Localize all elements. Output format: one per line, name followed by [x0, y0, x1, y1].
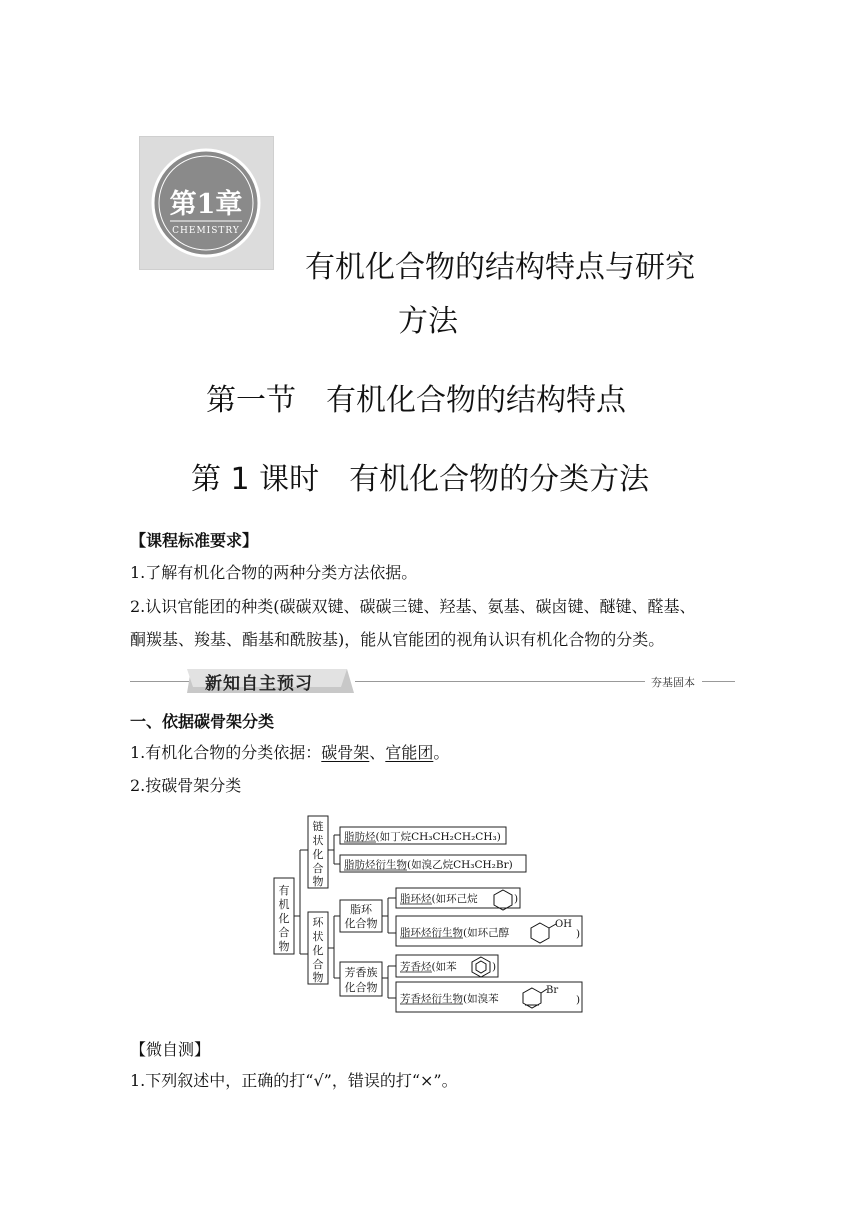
- chapter-badge: [139, 136, 274, 270]
- svg-text:合: 合: [312, 958, 324, 971]
- banner-line-mid: [355, 681, 645, 682]
- svg-text:链: 链: [312, 820, 324, 833]
- banner-tag: [187, 666, 355, 694]
- leaf-label-4: 脂环烃衍生物(如环己醇: [400, 927, 510, 939]
- svg-text:化: 化: [278, 912, 290, 925]
- section-title: [206, 375, 626, 419]
- leaf-label-6: 芳香烃衍生物(如溴苯: [400, 993, 499, 1005]
- svg-text:状: 状: [312, 834, 324, 847]
- leaf-label-3: 脂环烃(如环己烷: [400, 893, 478, 905]
- svg-text:Br: Br: [546, 985, 559, 996]
- svg-text:合: 合: [278, 926, 290, 939]
- part1-heading: 一、依据碳骨架分类: [130, 712, 275, 731]
- standards-item-2-line1: 2.认识官能团的种类(碳碳双键、碳碳三键、羟基、氨基、碳卤键、醚键、醛基、: [130, 597, 696, 616]
- lesson-name: 有机化合物的分类方法: [349, 462, 650, 497]
- svg-text:物: 物: [312, 971, 324, 984]
- svg-text:物: 物: [278, 940, 290, 953]
- standards-heading: 【课程标准要求】: [130, 531, 259, 550]
- chapter-seal-icon: [140, 137, 273, 269]
- banner-line-left: [130, 681, 190, 682]
- standards-item-1: 1.了解有机化合物的两种分类方法依据。: [130, 563, 418, 582]
- answer-functional-group: 官能团: [385, 743, 434, 762]
- answer-carbon-skeleton: 碳骨架: [321, 743, 370, 762]
- svg-text:化合物: 化合物: [344, 917, 378, 930]
- section-number: 第一节: [206, 383, 296, 418]
- part1-item-2: 2.按碳骨架分类: [130, 776, 242, 795]
- leaf-label-1: 脂肪烃(如丁烷CH₃CH₂CH₂CH₃): [344, 831, 501, 843]
- classification-diagram: [270, 812, 590, 1017]
- part1-item-1: 1.有机化合物的分类依据：碳骨架、官能团。: [130, 743, 450, 762]
- standards-item-2-line2: 酮羰基、羧基、酯基和酰胺基)，能从官能团的视角认识有机化合物的分类。: [130, 630, 665, 649]
- badge-label: 第1章: [169, 189, 243, 220]
- svg-text:化: 化: [312, 848, 324, 861]
- lesson-title: [191, 454, 649, 498]
- leaf-label-5: 芳香烃(如苯: [400, 961, 457, 973]
- svg-text:环: 环: [312, 916, 324, 929]
- lesson-number: 第 1 课时: [191, 462, 320, 497]
- banner-label: 新知自主预习: [205, 674, 313, 694]
- leaf-label-2: 脂肪烃衍生物(如溴乙烷CH₃CH₂Br): [344, 859, 513, 871]
- svg-text:): ): [576, 928, 581, 940]
- svg-text:物: 物: [312, 875, 324, 888]
- svg-text:有: 有: [278, 884, 290, 897]
- banner-right-label: 夯基固本: [651, 676, 695, 689]
- svg-text:化: 化: [312, 944, 324, 957]
- svg-text:化合物: 化合物: [344, 981, 378, 994]
- svg-text:芳香族: 芳香族: [344, 966, 378, 979]
- svg-text:): ): [576, 994, 581, 1006]
- badge-sub: CHEMISTRY: [172, 226, 240, 236]
- cyclohexanol-icon: [531, 923, 549, 943]
- svg-text:状: 状: [312, 930, 324, 943]
- chapter-title-line1: 有机化合物的结构特点与研究: [305, 250, 695, 285]
- svg-text:OH: OH: [555, 919, 572, 930]
- self-test-item-1: 1.下列叙述中，正确的打“√”，错误的打“×”。: [130, 1071, 458, 1090]
- section-name: 有机化合物的结构特点: [326, 383, 626, 418]
- svg-text:): ): [514, 893, 519, 905]
- chapter-title-line2: 方法: [398, 304, 458, 339]
- svg-text:脂环: 脂环: [350, 903, 372, 916]
- banner-line-right: [702, 681, 735, 682]
- svg-text:合: 合: [312, 862, 324, 875]
- svg-text:机: 机: [278, 898, 290, 911]
- cyclohexane-icon: [494, 890, 512, 910]
- self-test-heading: 【微自测】: [130, 1040, 211, 1059]
- benzene-icon: [472, 957, 490, 977]
- svg-text:): ): [492, 961, 497, 973]
